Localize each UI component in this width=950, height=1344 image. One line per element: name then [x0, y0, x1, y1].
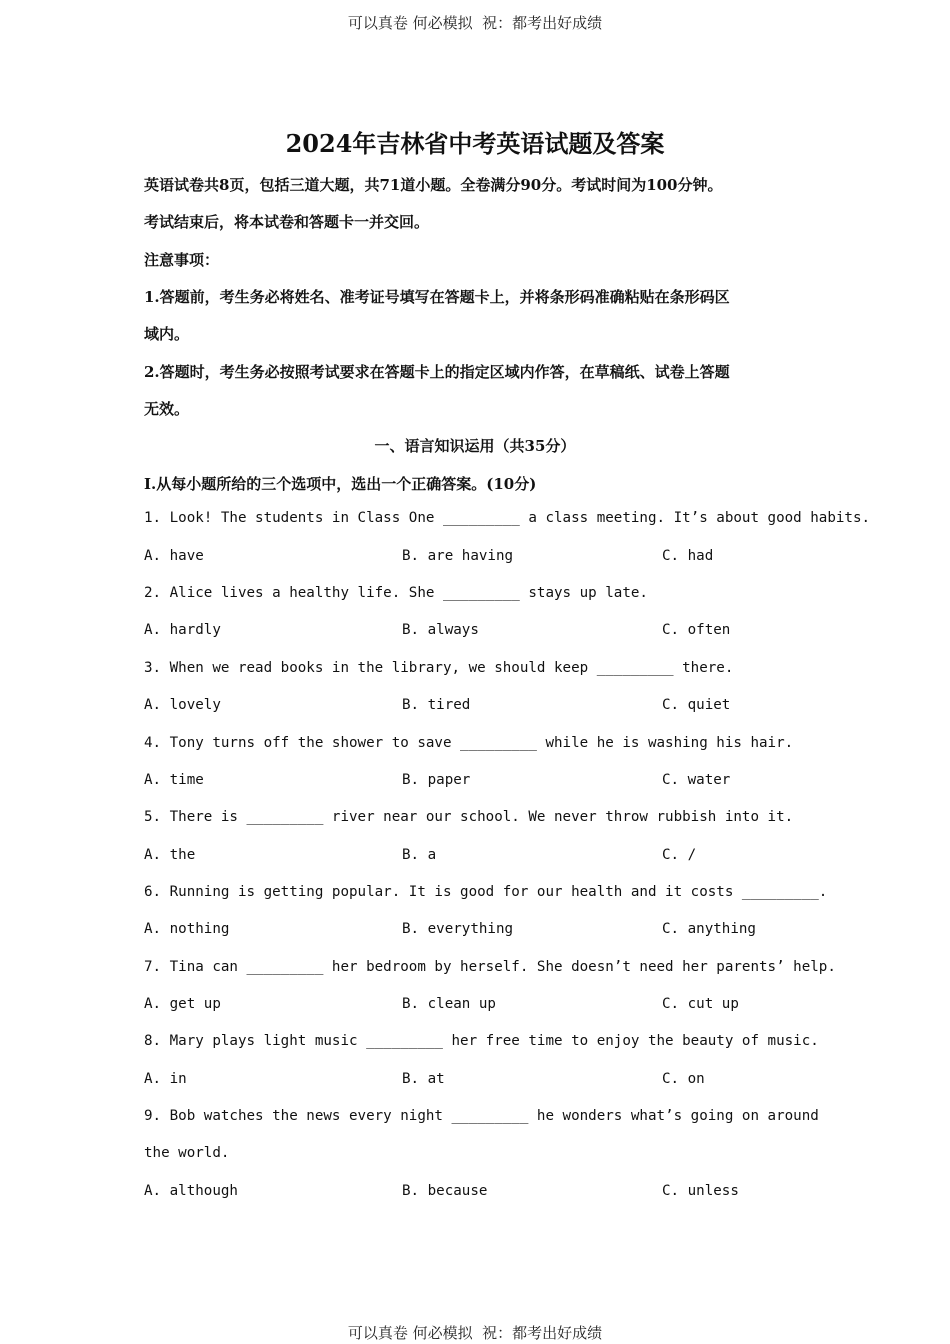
- page-footer: 可以真卷 何必模拟 祝：都考出好成绩: [347, 1324, 603, 1342]
- option-c: C. water: [662, 772, 731, 788]
- option-b: B. at: [402, 1071, 445, 1087]
- option-b: B. a: [402, 847, 437, 863]
- question-text: 1. Look! The students in Class One _________ a class meeting. It’s about good habits.: [144, 510, 871, 526]
- option-b: B. tired: [402, 697, 471, 713]
- option-b: B. because: [402, 1183, 488, 1199]
- option-a: A. lovely: [144, 697, 221, 713]
- intro-line: 注意事项：: [144, 251, 220, 269]
- option-c: C. anything: [662, 921, 756, 937]
- question-text: 5. There is _________ river near our school. We never throw rubbish into it.: [144, 809, 794, 825]
- intro-line: 1.答题前，考生务必将姓名、准考证号填写在答题卡上，并将条形码准确粘贴在条形码区: [144, 288, 730, 306]
- option-b: B. always: [402, 622, 479, 638]
- section-title: 一、语言知识运用（共35分）: [374, 437, 576, 455]
- option-b: B. clean up: [402, 996, 496, 1012]
- option-c: C. had: [662, 548, 714, 564]
- option-a: A. time: [144, 772, 204, 788]
- option-b: B. paper: [402, 772, 471, 788]
- part-title: Ⅰ.从每小题所给的三个选项中，选出一个正确答案。(10分): [144, 475, 537, 493]
- option-a: A. in: [144, 1071, 187, 1087]
- question-text: 6. Running is getting popular. It is good for our health and it costs _________.: [144, 884, 828, 900]
- page-header: 可以真卷 何必模拟 祝：都考出好成绩: [347, 14, 603, 32]
- question-text: 8. Mary plays light music _________ her free time to enjoy the beauty of music.: [144, 1033, 819, 1049]
- option-c: C. unless: [662, 1183, 739, 1199]
- intro-line: 无效。: [144, 400, 190, 418]
- option-c: C. /: [662, 847, 697, 863]
- option-c: C. quiet: [662, 697, 731, 713]
- document-title: 2024年吉林省中考英语试题及答案: [285, 129, 665, 158]
- option-a: A. although: [144, 1183, 238, 1199]
- question-text: 2. Alice lives a healthy life. She _________ stays up late.: [144, 585, 648, 601]
- option-a: A. nothing: [144, 921, 230, 937]
- question-text: 3. When we read books in the library, we should keep _________ there.: [144, 660, 734, 676]
- option-c: C. often: [662, 622, 731, 638]
- option-a: A. get up: [144, 996, 221, 1012]
- option-c: C. cut up: [662, 996, 739, 1012]
- option-a: A. have: [144, 548, 204, 564]
- option-b: B. everything: [402, 921, 514, 937]
- option-b: B. are having: [402, 548, 514, 564]
- question-text: 7. Tina can _________ her bedroom by herself. She doesn’t need her parents’ help.: [144, 959, 836, 975]
- intro-line: 英语试卷共8页，包括三道大题，共71道小题。全卷满分90分。考试时间为100分钟。: [144, 176, 723, 194]
- option-a: A. the: [144, 847, 196, 863]
- intro-line: 考试结束后，将本试卷和答题卡一并交回。: [144, 213, 430, 231]
- question-text: 4. Tony turns off the shower to save _________ while he is washing his hair.: [144, 735, 794, 751]
- option-a: A. hardly: [144, 622, 221, 638]
- question-text: 9. Bob watches the news every night _________ he wonders what’s going on around: [144, 1108, 819, 1124]
- intro-line: 2.答题时，考生务必按照考试要求在答题卡上的指定区域内作答，在草稿纸、试卷上答题: [144, 363, 730, 381]
- intro-line: 域内。: [144, 325, 190, 343]
- question-text-continued: the world.: [144, 1145, 230, 1161]
- option-c: C. on: [662, 1071, 705, 1087]
